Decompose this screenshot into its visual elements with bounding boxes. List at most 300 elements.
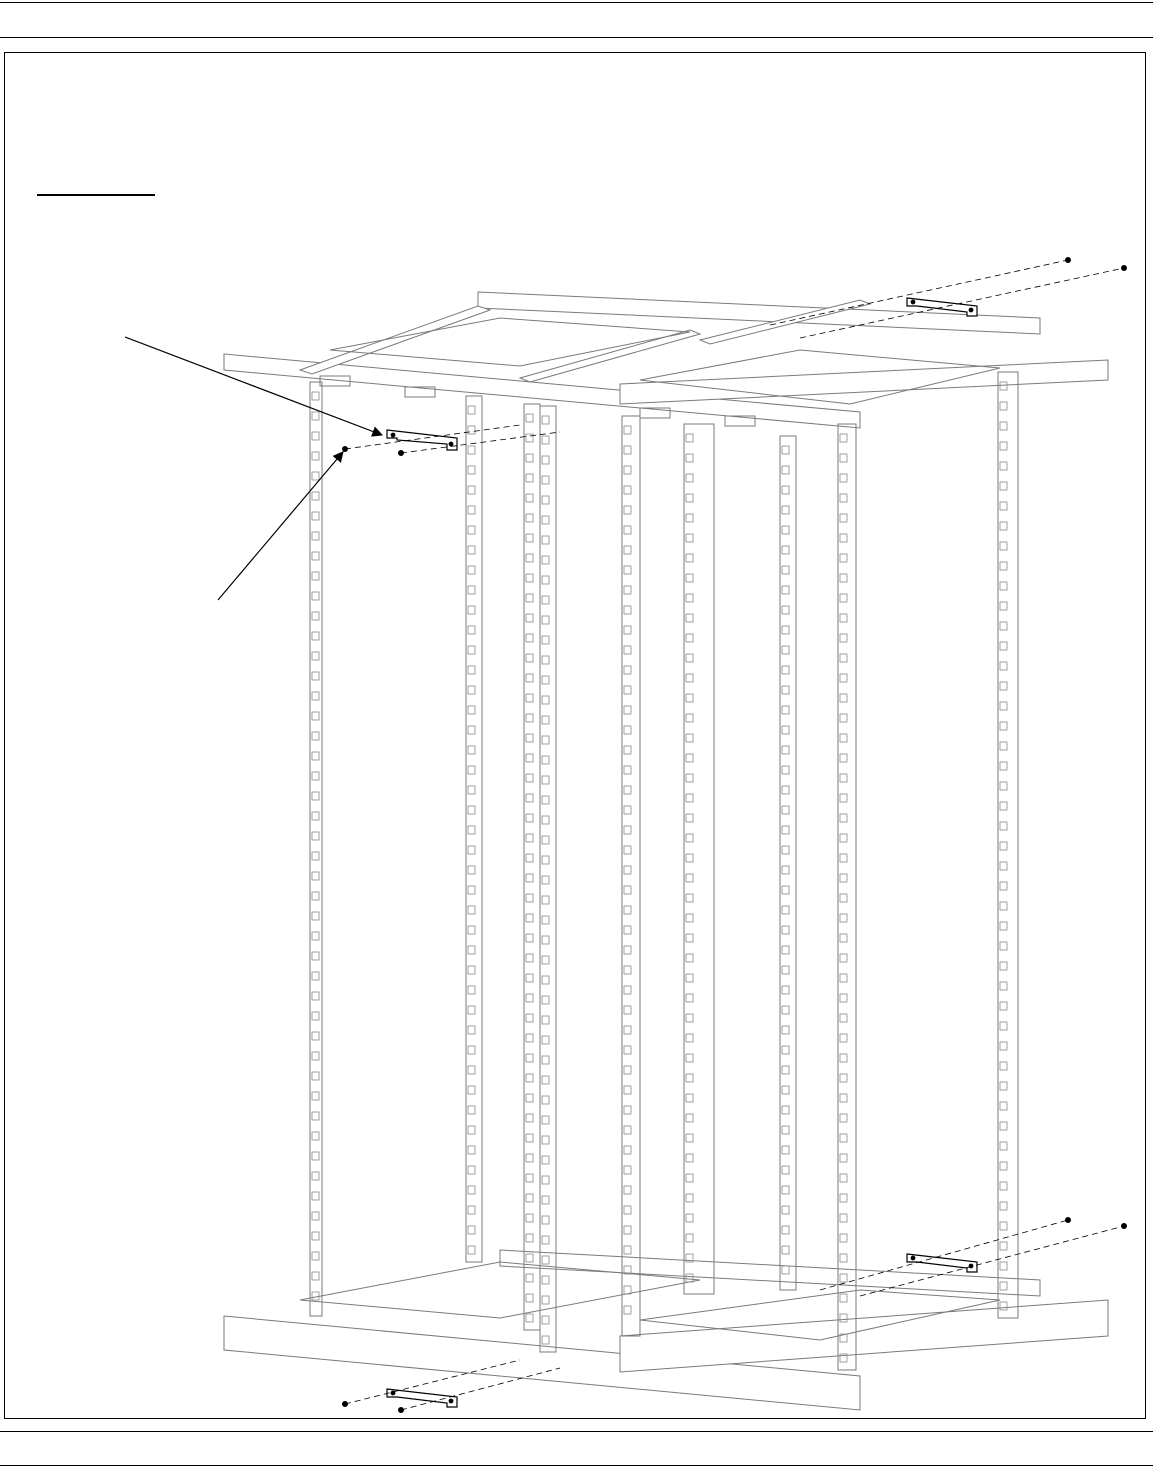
rack-hole xyxy=(312,1272,319,1280)
rack-hole xyxy=(542,1316,549,1324)
rack-hole xyxy=(624,1126,631,1134)
rack-hole xyxy=(782,1146,789,1154)
rack-hole xyxy=(468,1046,475,1054)
rack-hole xyxy=(782,886,789,894)
rack-hole xyxy=(624,946,631,954)
rack-hole xyxy=(1000,402,1007,410)
rack-hole xyxy=(468,426,475,434)
rack-hole xyxy=(542,776,549,784)
rack-hole xyxy=(526,554,533,562)
rack-hole xyxy=(782,506,789,514)
rack-hole xyxy=(312,952,319,960)
rack-hole xyxy=(542,536,549,544)
rack-hole xyxy=(624,866,631,874)
rack-hole xyxy=(686,494,693,502)
rack-hole xyxy=(468,946,475,954)
rack-hole xyxy=(624,606,631,614)
rack-hole xyxy=(468,1166,475,1174)
rack-hole xyxy=(624,1086,631,1094)
rack-hole xyxy=(542,416,549,424)
rack-hole xyxy=(468,846,475,854)
screw-icon xyxy=(1065,1217,1071,1223)
rack-hole xyxy=(686,934,693,942)
rack-hole xyxy=(1000,1202,1007,1210)
rack-hole xyxy=(542,556,549,564)
rack-hole xyxy=(840,514,847,522)
rack-hole xyxy=(624,986,631,994)
rack-hole xyxy=(782,806,789,814)
rack-hole xyxy=(526,1154,533,1162)
rack-hole xyxy=(526,1034,533,1042)
rack-hole xyxy=(1000,502,1007,510)
rack-uprights xyxy=(310,372,1018,1370)
rack-hole xyxy=(312,392,319,400)
rack-upright xyxy=(780,436,796,1290)
rack-hole xyxy=(1000,682,1007,690)
rack-hole xyxy=(542,996,549,1004)
rack-hole xyxy=(624,626,631,634)
rack-hole xyxy=(840,454,847,462)
rack-hole xyxy=(542,456,549,464)
rack-hole xyxy=(686,794,693,802)
rack-hole xyxy=(312,1112,319,1120)
rack-hole xyxy=(312,1232,319,1240)
rack-hole xyxy=(840,694,847,702)
rack-hole xyxy=(526,614,533,622)
rack-hole xyxy=(782,586,789,594)
rack-hole xyxy=(1000,1022,1007,1030)
rack-hole xyxy=(782,686,789,694)
rack-hole xyxy=(1000,1002,1007,1010)
rack-hole xyxy=(468,926,475,934)
rack-hole xyxy=(624,426,631,434)
rack-hole xyxy=(312,1072,319,1080)
rack-hole xyxy=(840,854,847,862)
rack-hole xyxy=(542,1056,549,1064)
rack-hole xyxy=(312,1192,319,1200)
rack-hole xyxy=(782,706,789,714)
rack-hole xyxy=(312,732,319,740)
rack-hole xyxy=(468,586,475,594)
rack-hole xyxy=(312,1132,319,1140)
rack-hole xyxy=(686,674,693,682)
rack-hole xyxy=(1000,782,1007,790)
rack-hole xyxy=(686,514,693,522)
rack-hole xyxy=(542,896,549,904)
rack-hole xyxy=(542,656,549,664)
rack-hole xyxy=(542,1136,549,1144)
rack-hole xyxy=(468,1146,475,1154)
rack-hole xyxy=(782,926,789,934)
rack-hole xyxy=(782,786,789,794)
rack-hole xyxy=(624,706,631,714)
rack-hole xyxy=(526,1274,533,1282)
rack-hole xyxy=(1000,862,1007,870)
rack-hole xyxy=(782,946,789,954)
rack-hole xyxy=(1000,742,1007,750)
rack-hole xyxy=(542,876,549,884)
rack-hole xyxy=(624,846,631,854)
rack-hole xyxy=(468,966,475,974)
rack-hole xyxy=(526,694,533,702)
rack-hole xyxy=(1000,722,1007,730)
rack-hole xyxy=(312,812,319,820)
rack-hole xyxy=(468,1026,475,1034)
rack-hole xyxy=(542,1036,549,1044)
rack-hole xyxy=(782,1126,789,1134)
rack-hole xyxy=(686,554,693,562)
rack-hole xyxy=(542,836,549,844)
rack-hole xyxy=(686,774,693,782)
rack-hole xyxy=(686,1074,693,1082)
rack-hole xyxy=(468,886,475,894)
rack-hole xyxy=(840,1014,847,1022)
rack-hole xyxy=(782,1066,789,1074)
rack-hole xyxy=(840,834,847,842)
rack-hole xyxy=(686,874,693,882)
rack-hole xyxy=(526,774,533,782)
rack-upright xyxy=(684,424,714,1294)
rack-hole xyxy=(542,1216,549,1224)
rack-hole xyxy=(542,976,549,984)
rack-hole xyxy=(686,1154,693,1162)
rack-hole xyxy=(840,1074,847,1082)
rack-hole xyxy=(624,806,631,814)
rack-hole xyxy=(468,646,475,654)
rack-hole xyxy=(312,892,319,900)
rack-hole xyxy=(840,534,847,542)
rack-hole xyxy=(840,1034,847,1042)
rack-hole xyxy=(542,476,549,484)
rack-hole xyxy=(542,1296,549,1304)
rack-hole xyxy=(468,506,475,514)
rack-hole xyxy=(782,1086,789,1094)
rack-hole xyxy=(782,846,789,854)
rack-hole xyxy=(542,936,549,944)
rack-hole xyxy=(542,1236,549,1244)
rack-hole xyxy=(1000,802,1007,810)
rack-hole xyxy=(312,1172,319,1180)
rack-hole xyxy=(782,726,789,734)
rack-hole xyxy=(686,1214,693,1222)
rack-hole xyxy=(624,486,631,494)
rack-hole xyxy=(782,866,789,874)
rack-hole xyxy=(468,786,475,794)
rack-hole xyxy=(468,686,475,694)
rack-hole xyxy=(526,1294,533,1302)
rack-hole xyxy=(840,1054,847,1062)
rack-hole xyxy=(624,826,631,834)
rack-hole xyxy=(1000,1182,1007,1190)
rack-hole xyxy=(840,954,847,962)
rack-hole xyxy=(840,654,847,662)
rack-hole xyxy=(542,676,549,684)
rack-hole xyxy=(624,886,631,894)
rack-hole xyxy=(782,766,789,774)
rack-hole xyxy=(840,674,847,682)
rack-hole xyxy=(1000,1142,1007,1150)
rack-hole xyxy=(840,474,847,482)
rack-hole xyxy=(468,766,475,774)
rack-hole xyxy=(526,1134,533,1142)
rack-hole xyxy=(542,516,549,524)
rack-hole xyxy=(782,1206,789,1214)
rack-hole xyxy=(686,894,693,902)
rack-hole xyxy=(686,434,693,442)
rack-hole xyxy=(624,1186,631,1194)
rack-hole xyxy=(624,1206,631,1214)
rack-hole xyxy=(686,654,693,662)
rack-hole xyxy=(312,992,319,1000)
rack-hole xyxy=(1000,702,1007,710)
rack-hole xyxy=(468,706,475,714)
rack-hole xyxy=(526,714,533,722)
rack-hole xyxy=(1000,602,1007,610)
rack-hole xyxy=(542,1016,549,1024)
rack-hole xyxy=(1000,842,1007,850)
rack-hole xyxy=(1000,562,1007,570)
rack-hole xyxy=(542,1336,549,1344)
rack-hole xyxy=(542,636,549,644)
rack-hole xyxy=(624,446,631,454)
rack-hole xyxy=(312,832,319,840)
rack-hole xyxy=(686,914,693,922)
rack-hole xyxy=(526,1094,533,1102)
rack-hole xyxy=(312,932,319,940)
rack-hole xyxy=(1000,902,1007,910)
rack-hole xyxy=(526,1314,533,1322)
rack-hole xyxy=(782,1046,789,1054)
rack-hole xyxy=(312,1092,319,1100)
rack-hole xyxy=(686,974,693,982)
rack-hole xyxy=(526,934,533,942)
rack-hole xyxy=(526,1014,533,1022)
rack-hole xyxy=(840,1134,847,1142)
rack-hole xyxy=(624,746,631,754)
rack-hole xyxy=(1000,662,1007,670)
rack-hole xyxy=(624,546,631,554)
rack-hole xyxy=(840,1234,847,1242)
rack-hole xyxy=(624,506,631,514)
rack-hole xyxy=(1000,1222,1007,1230)
rack-hole xyxy=(1000,582,1007,590)
rack-hole xyxy=(624,786,631,794)
rack-hole xyxy=(686,1034,693,1042)
rack-hole xyxy=(542,1196,549,1204)
rack-hole xyxy=(312,1012,319,1020)
rack-hole xyxy=(624,726,631,734)
rack-hole xyxy=(312,852,319,860)
rack-hole xyxy=(624,1006,631,1014)
rack-hole xyxy=(624,466,631,474)
rack-hole xyxy=(526,994,533,1002)
rack-hole xyxy=(312,772,319,780)
rack-hole xyxy=(468,1186,475,1194)
rack-hole xyxy=(782,1246,789,1254)
rack-hole xyxy=(840,814,847,822)
rack-hole xyxy=(624,686,631,694)
rack-hole xyxy=(840,714,847,722)
rack-hole xyxy=(624,906,631,914)
rack-hole xyxy=(686,694,693,702)
rack-hole xyxy=(526,454,533,462)
rack-hole xyxy=(624,1066,631,1074)
rack-hole xyxy=(686,454,693,462)
rack-hole xyxy=(526,874,533,882)
bracket-bottom-rear xyxy=(907,1254,977,1272)
rack-hole xyxy=(782,746,789,754)
rack-hole xyxy=(624,526,631,534)
rack-hole xyxy=(1000,622,1007,630)
rack-hole xyxy=(686,1234,693,1242)
rack-hole xyxy=(686,534,693,542)
rack-hole xyxy=(782,546,789,554)
rack-hole xyxy=(840,634,847,642)
rack-hole xyxy=(686,1054,693,1062)
rack-hole xyxy=(312,1152,319,1160)
rack-hole xyxy=(526,1194,533,1202)
rack-hole xyxy=(526,974,533,982)
rack-hole xyxy=(624,1226,631,1234)
rack-hole xyxy=(840,1154,847,1162)
rack-hole xyxy=(782,1006,789,1014)
rack-hole xyxy=(542,1176,549,1184)
rack-hole xyxy=(468,1226,475,1234)
rack-hole xyxy=(542,696,549,704)
rack-hole xyxy=(526,814,533,822)
rack-hole xyxy=(542,1096,549,1104)
rack-hole xyxy=(542,796,549,804)
rack-hole xyxy=(526,794,533,802)
rack-hole xyxy=(840,914,847,922)
rack-hole xyxy=(1000,1042,1007,1050)
rack-hole xyxy=(542,716,549,724)
rack-hole xyxy=(542,1076,549,1084)
rack-hole xyxy=(1000,462,1007,470)
rack-hole xyxy=(468,986,475,994)
rack-hole xyxy=(542,736,549,744)
rack-hole xyxy=(840,754,847,762)
rack-hole xyxy=(468,866,475,874)
rack-hole xyxy=(312,1252,319,1260)
rack-hole xyxy=(686,614,693,622)
rack-hole xyxy=(526,434,533,442)
rack-hole xyxy=(624,666,631,674)
rack-hole xyxy=(468,1106,475,1114)
rack-hole xyxy=(782,566,789,574)
rack-hole xyxy=(542,496,549,504)
rack-hole xyxy=(526,1074,533,1082)
rack-hole xyxy=(840,614,847,622)
rack-hole xyxy=(624,1246,631,1254)
rack-hole xyxy=(686,754,693,762)
rack-hole xyxy=(312,912,319,920)
rack-hole xyxy=(542,1116,549,1124)
rack-hole xyxy=(468,526,475,534)
rack-hole xyxy=(686,834,693,842)
rack-hole xyxy=(782,466,789,474)
rack-hole xyxy=(468,746,475,754)
rack-hole xyxy=(526,574,533,582)
rack-hole xyxy=(686,854,693,862)
rack-hole xyxy=(840,574,847,582)
rack-hole xyxy=(526,654,533,662)
rack-hole xyxy=(526,594,533,602)
rack-hole xyxy=(782,986,789,994)
rack-hole xyxy=(542,916,549,924)
rack-hole xyxy=(624,1026,631,1034)
rack-hole xyxy=(624,1046,631,1054)
rack-hole xyxy=(468,486,475,494)
rack-hole xyxy=(312,572,319,580)
rack-hole xyxy=(782,826,789,834)
rack-hole xyxy=(1000,1082,1007,1090)
rack-hole xyxy=(312,972,319,980)
rack-hole xyxy=(1000,642,1007,650)
rack-bottom-frame xyxy=(224,1250,1108,1410)
rack-hole xyxy=(840,1114,847,1122)
rack-hole xyxy=(782,1166,789,1174)
rack-hole xyxy=(526,914,533,922)
rack-hole xyxy=(468,806,475,814)
rack-hole xyxy=(312,472,319,480)
rack-hole xyxy=(686,594,693,602)
rack-hole xyxy=(312,652,319,660)
rack-hole xyxy=(542,816,549,824)
rack-hole xyxy=(782,1106,789,1114)
rack-hole xyxy=(468,1006,475,1014)
rack-hole xyxy=(686,1114,693,1122)
rack-hole xyxy=(840,734,847,742)
rack-hole xyxy=(624,1286,631,1294)
rack-hole xyxy=(840,1254,847,1262)
rack-hole xyxy=(686,1094,693,1102)
rack-hole xyxy=(1000,522,1007,530)
rack-hole xyxy=(468,1086,475,1094)
rack-hole xyxy=(468,906,475,914)
rack-hole xyxy=(526,1234,533,1242)
rack-hole xyxy=(526,754,533,762)
rack-hole xyxy=(1000,822,1007,830)
rack-hole xyxy=(312,792,319,800)
rack-hole xyxy=(312,872,319,880)
rack-hole xyxy=(526,894,533,902)
rack-hole xyxy=(526,634,533,642)
rack-hole xyxy=(840,894,847,902)
rack-hole xyxy=(468,546,475,554)
rack-hole xyxy=(686,574,693,582)
rack-hole xyxy=(526,834,533,842)
rack-hole xyxy=(1000,882,1007,890)
rack-hole xyxy=(840,934,847,942)
rack-hole xyxy=(782,606,789,614)
rack-hole xyxy=(468,1246,475,1254)
rack-hole xyxy=(526,674,533,682)
rack-hole xyxy=(782,646,789,654)
rack-upright xyxy=(524,404,540,1330)
rack-hole xyxy=(686,814,693,822)
rack-hole xyxy=(686,994,693,1002)
rack-hole xyxy=(840,1214,847,1222)
rack-hole xyxy=(542,596,549,604)
rack-hole xyxy=(526,734,533,742)
rack-hole xyxy=(1000,422,1007,430)
rack-hole xyxy=(782,1186,789,1194)
rack-hole xyxy=(782,1226,789,1234)
rack-hole xyxy=(542,576,549,584)
rack-hole xyxy=(782,906,789,914)
rack-hole xyxy=(1000,542,1007,550)
